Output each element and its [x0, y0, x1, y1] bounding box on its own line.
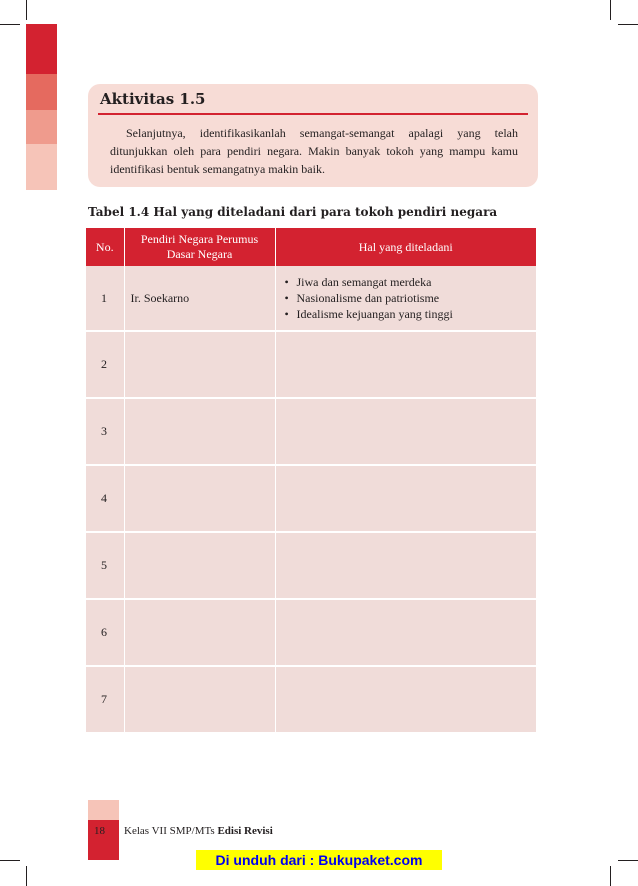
crop-mark	[618, 24, 638, 25]
decorative-strip	[26, 24, 57, 74]
row-number: 6	[86, 599, 124, 666]
values-cell[interactable]	[275, 331, 536, 398]
activity-title: Aktivitas 1.5	[100, 90, 206, 108]
header-no: No.	[86, 228, 124, 266]
footer-strip	[88, 800, 119, 820]
crop-mark	[610, 866, 611, 886]
header-values: Hal yang diteladani	[275, 228, 536, 266]
header-founder: Pendiri Negara Perumus Dasar Negara	[124, 228, 275, 266]
table-row	[86, 599, 536, 666]
values-cell[interactable]	[275, 398, 536, 465]
table-row	[86, 532, 536, 599]
founder-name[interactable]	[124, 666, 275, 733]
title-underline	[98, 113, 528, 115]
book-name: Kelas VII SMP/MTs	[124, 825, 215, 837]
table-caption: Tabel 1.4 Hal yang diteladani dari para tokoh pendiri negara	[88, 205, 498, 219]
crop-mark	[610, 0, 611, 20]
values-cell[interactable]	[275, 666, 536, 733]
crop-mark	[26, 866, 27, 886]
values-cell	[275, 266, 536, 331]
list-item: • Nasionalisme dan patriotisme	[285, 290, 533, 306]
table-row	[86, 398, 536, 465]
row-number: 5	[86, 532, 124, 599]
row-number: 4	[86, 465, 124, 532]
table-header-row	[86, 228, 536, 266]
table-row	[86, 666, 536, 733]
row-number: 3	[86, 398, 124, 465]
list-item: • Jiwa dan semangat merdeka	[285, 274, 533, 290]
activity-box	[88, 84, 538, 187]
edition-label: Edisi Revisi	[217, 825, 273, 837]
table-row	[86, 266, 536, 331]
crop-mark	[0, 24, 20, 25]
founder-name: Ir. Soekarno	[124, 266, 275, 331]
founder-name[interactable]	[124, 398, 275, 465]
founder-name[interactable]	[124, 599, 275, 666]
crop-mark	[0, 860, 20, 861]
founder-name[interactable]	[124, 532, 275, 599]
values-cell[interactable]	[275, 532, 536, 599]
table-row	[86, 331, 536, 398]
table-row	[86, 465, 536, 532]
role-model-table	[86, 228, 536, 734]
page-number: 18	[94, 825, 105, 837]
activity-text: Selanjutnya, identifikasikanlah semangat-semangat apalagi yang telah ditunjukkan oleh para pendiri negara. Makin banyak tokoh yang mampu kamu identifikasi bentuk semangatnya makin baik.	[110, 126, 518, 176]
row-number: 7	[86, 666, 124, 733]
crop-mark	[26, 0, 27, 20]
founder-name[interactable]	[124, 331, 275, 398]
values-list	[280, 274, 533, 322]
decorative-strip	[26, 144, 57, 190]
decorative-strip	[26, 110, 57, 144]
row-number: 2	[86, 331, 124, 398]
download-banner-link[interactable]: Di unduh dari : Bukupaket.com	[196, 850, 442, 870]
values-cell[interactable]	[275, 599, 536, 666]
list-item: • Idealisme kejuangan yang tinggi	[285, 306, 533, 322]
footer-book-title	[124, 825, 273, 837]
decorative-strip	[26, 74, 57, 110]
row-number: 1	[86, 266, 124, 331]
values-cell[interactable]	[275, 465, 536, 532]
crop-mark	[618, 860, 638, 861]
founder-name[interactable]	[124, 465, 275, 532]
